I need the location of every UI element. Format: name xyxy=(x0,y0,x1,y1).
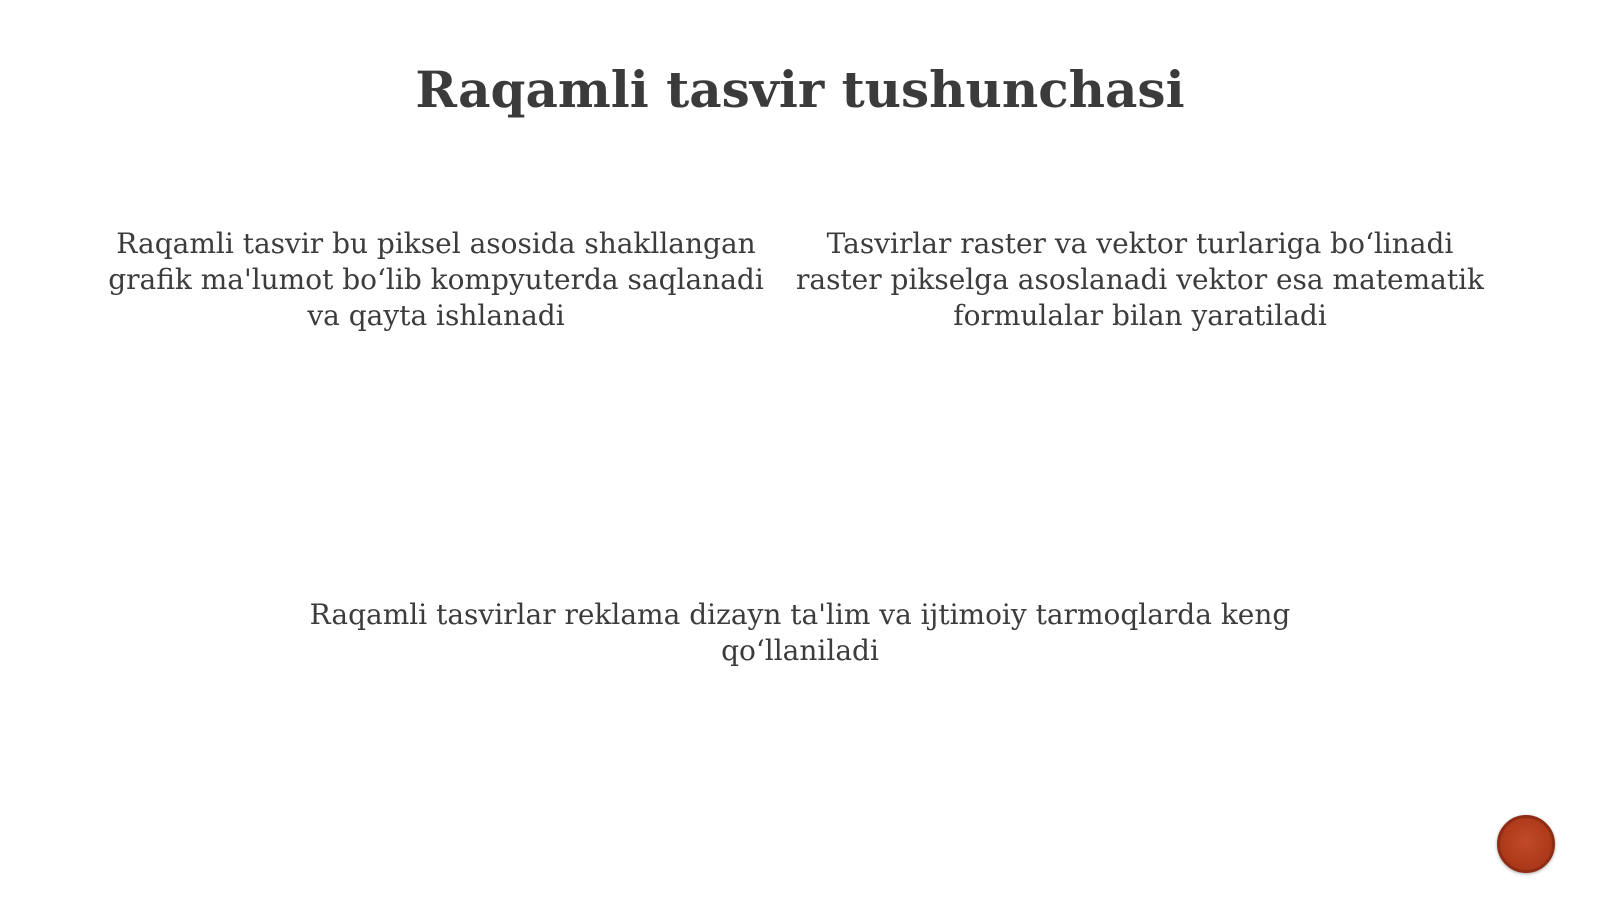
slide-nav-circle-icon[interactable] xyxy=(1497,815,1555,873)
text-block-bottom: Raqamli tasvirlar reklama dizayn ta'lim va ijtimoiy tarmoqlarda keng qo‘llaniladi xyxy=(309,598,1291,667)
slide-title: Raqamli tasvir tushunchasi xyxy=(415,60,1185,119)
text-block-left: Raqamli tasvir bu piksel asosida shakllangan grafik ma'lumot bo‘lib kompyuterda saqlanadi va qayta ishlanadi xyxy=(108,227,764,332)
text-block-right: Tasvirlar raster va vektor turlariga bo‘linadi raster pikselga asoslanadi vektor esa matematik formulalar bilan yaratiladi xyxy=(795,227,1485,332)
